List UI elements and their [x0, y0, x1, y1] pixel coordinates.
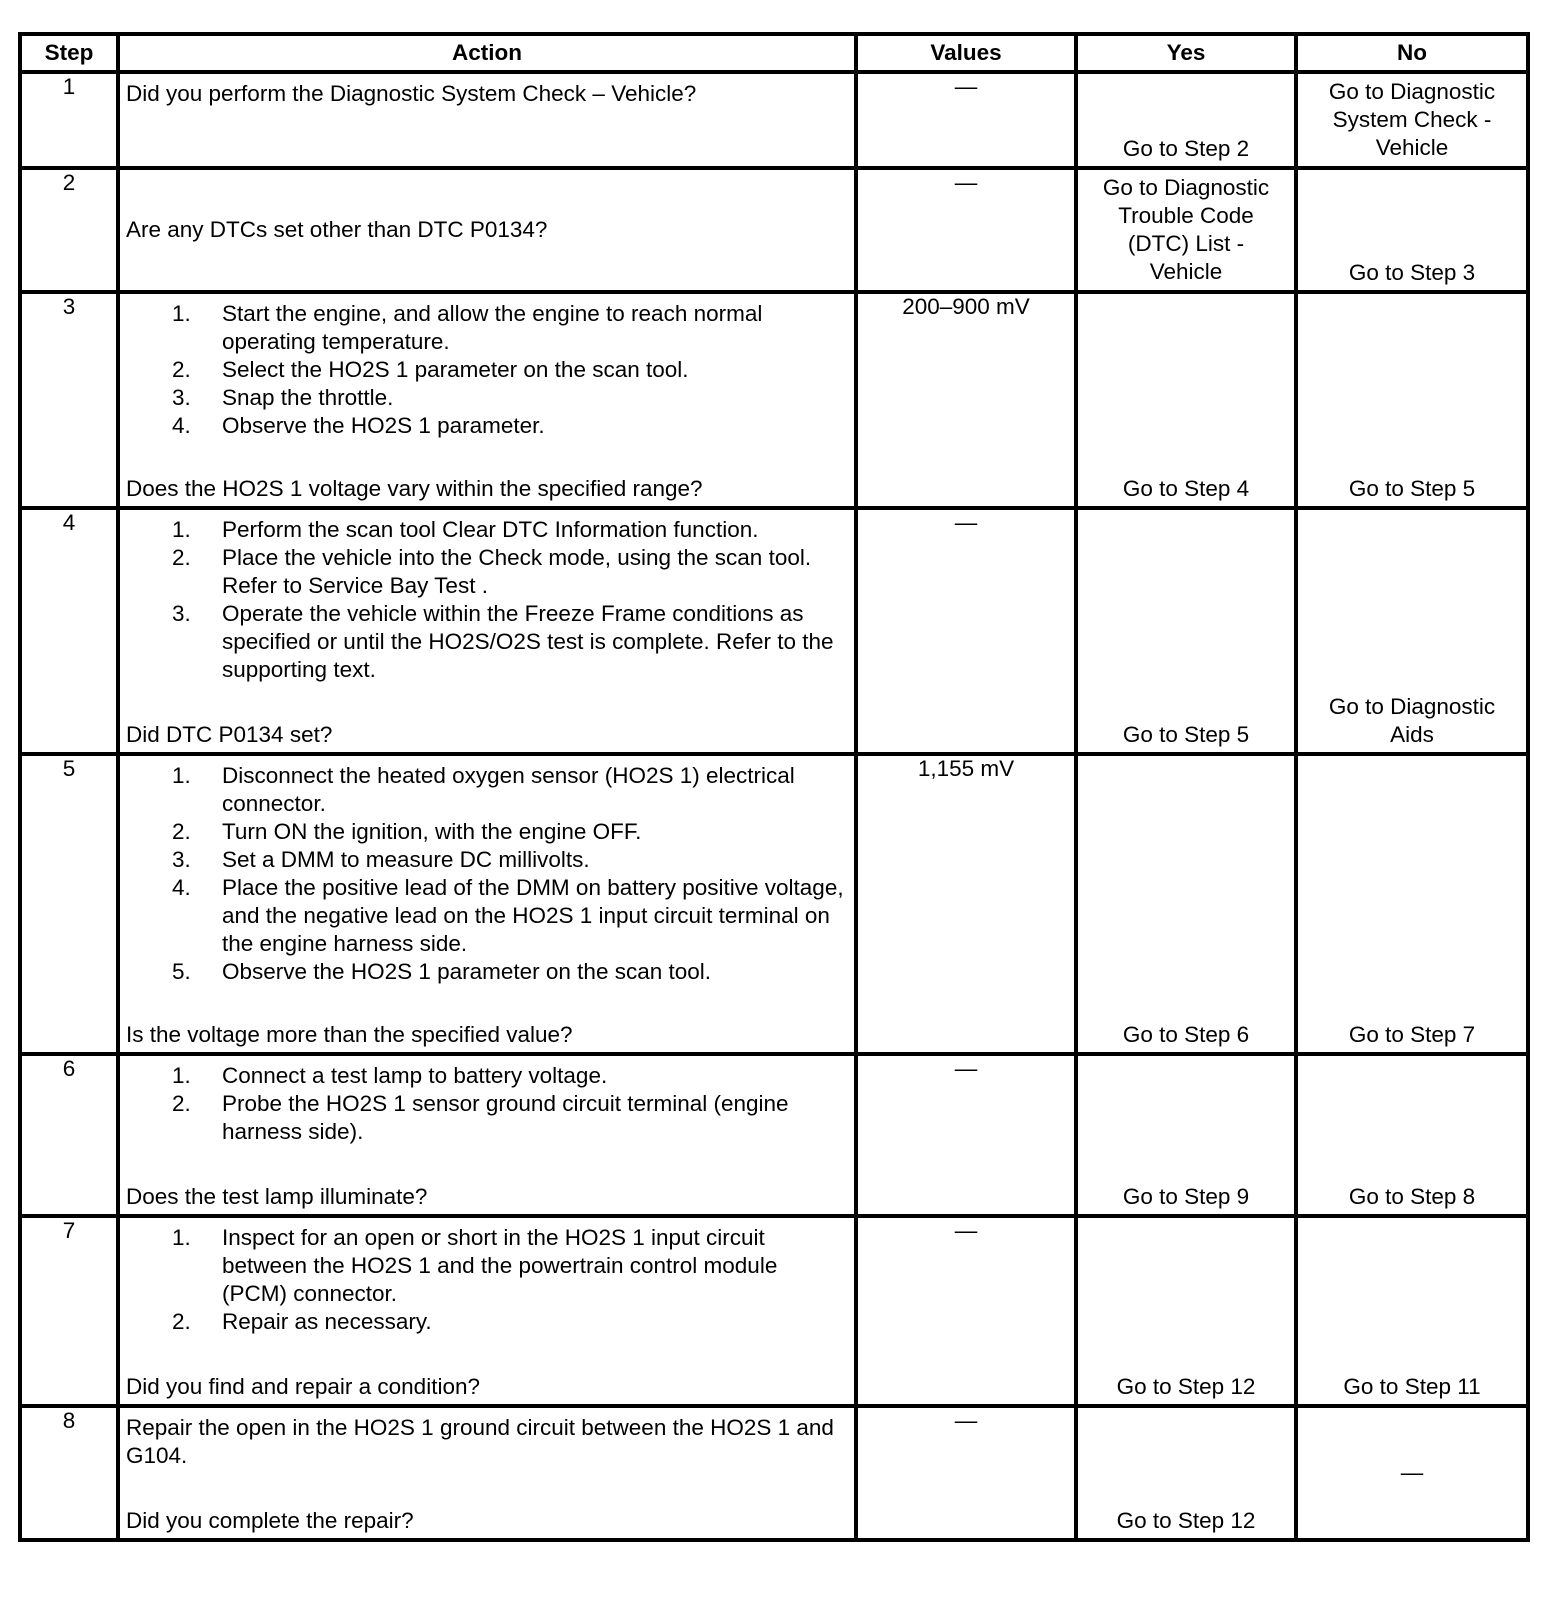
no-link[interactable]: Go to Diagnostic Aids	[1328, 694, 1496, 747]
list-item: 1. Disconnect the heated oxygen sensor (HO2S 1) electrical connector.	[172, 763, 795, 816]
yes-cell	[1076, 72, 1296, 168]
yes-cell	[1076, 168, 1296, 292]
yes-link[interactable]: Go to Step 5	[1122, 722, 1250, 747]
value-cell: 1,155 mV	[856, 754, 1076, 1054]
table-row	[20, 1406, 1528, 1540]
table-row	[20, 292, 1528, 508]
list-item: 2. Repair as necessary.	[172, 1309, 432, 1334]
no-cell	[1296, 508, 1528, 754]
header-yes: Yes	[1076, 34, 1296, 72]
action-cell	[118, 292, 856, 508]
table-row	[20, 1054, 1528, 1216]
step-number: 6	[20, 1054, 118, 1216]
step-number: 4	[20, 508, 118, 754]
table-row	[20, 168, 1528, 292]
list-item: 1. Perform the scan tool Clear DTC Information function.	[172, 517, 759, 542]
yes-link[interactable]: Go to Step 9	[1122, 1184, 1250, 1209]
yes-link[interactable]: Go to Diagnostic Trouble Code (DTC) List - Vehicle	[1102, 175, 1270, 284]
step-number: 3	[20, 292, 118, 508]
header-step: Step	[20, 34, 118, 72]
no-cell	[1296, 1216, 1528, 1406]
no-cell	[1296, 168, 1528, 292]
no-link[interactable]: Go to Diagnostic System Check - Vehicle	[1328, 79, 1496, 160]
yes-link[interactable]: Go to Step 6	[1122, 1022, 1250, 1047]
action-text: Did you perform the Diagnostic System Check – Vehicle?	[126, 81, 697, 106]
list-item: 3. Set a DMM to measure DC millivolts.	[172, 847, 590, 872]
action-question: Did you find and repair a condition?	[126, 1374, 480, 1399]
yes-cell	[1076, 1406, 1296, 1540]
no-cell	[1296, 72, 1528, 168]
action-cell	[118, 1216, 856, 1406]
list-item: 1. Connect a test lamp to battery voltage.	[172, 1063, 608, 1088]
yes-link[interactable]: Go to Step 12	[1116, 1374, 1256, 1399]
no-link[interactable]: Go to Step 5	[1348, 476, 1476, 501]
action-question: Does the test lamp illuminate?	[126, 1184, 428, 1209]
table-row	[20, 508, 1528, 754]
value-cell: —	[856, 508, 1076, 754]
no-value: —	[1400, 1460, 1424, 1485]
step-number: 2	[20, 168, 118, 292]
action-question: Did DTC P0134 set?	[126, 722, 333, 747]
yes-link[interactable]: Go to Step 2	[1122, 136, 1250, 161]
yes-cell	[1076, 754, 1296, 1054]
list-item: 5. Observe the HO2S 1 parameter on the scan tool.	[172, 959, 712, 984]
no-link[interactable]: Go to Step 7	[1348, 1022, 1476, 1047]
action-cell	[118, 72, 856, 168]
action-question: Did you complete the repair?	[126, 1508, 414, 1533]
yes-link[interactable]: Go to Step 4	[1122, 476, 1250, 501]
action-cell	[118, 168, 856, 292]
list-item: 4. Place the positive lead of the DMM on battery positive voltage, and the negative lead on the HO2S 1 input circuit terminal on the engine harness side.	[172, 875, 844, 956]
list-item: 2. Turn ON the ignition, with the engine OFF.	[172, 819, 642, 844]
no-cell	[1296, 1406, 1528, 1540]
action-question: Does the HO2S 1 voltage vary within the specified range?	[126, 476, 703, 501]
no-cell	[1296, 1054, 1528, 1216]
action-cell	[118, 1406, 856, 1540]
header-row	[20, 34, 1528, 72]
procedure-list	[172, 516, 848, 684]
no-link[interactable]: Go to Step 3	[1348, 260, 1476, 285]
list-item: 3. Snap the throttle.	[172, 385, 394, 410]
value-cell: —	[856, 1054, 1076, 1216]
list-item: 1. Start the engine, and allow the engine to reach normal operating temperature.	[172, 301, 763, 354]
action-text: Are any DTCs set other than DTC P0134?	[126, 217, 548, 242]
list-item: 2. Probe the HO2S 1 sensor ground circuit terminal (engine harness side).	[172, 1091, 789, 1144]
action-cell	[118, 754, 856, 1054]
procedure-list	[172, 1062, 848, 1146]
procedure-list	[172, 1224, 848, 1336]
diagnostic-table	[18, 32, 1530, 1542]
value-cell: —	[856, 168, 1076, 292]
yes-cell	[1076, 1054, 1296, 1216]
value-cell: —	[856, 1216, 1076, 1406]
no-link[interactable]: Go to Step 11	[1343, 1374, 1481, 1399]
no-cell	[1296, 292, 1528, 508]
list-item: 1. Inspect for an open or short in the HO2S 1 input circuit between the HO2S 1 and the powertrain control module (PCM) connector.	[172, 1225, 778, 1306]
action-question: Is the voltage more than the specified value?	[126, 1022, 573, 1047]
action-text: Repair the open in the HO2S 1 ground circuit between the HO2S 1 and G104.	[126, 1415, 834, 1468]
header-action: Action	[118, 34, 856, 72]
table-row	[20, 754, 1528, 1054]
table-row	[20, 1216, 1528, 1406]
step-number: 5	[20, 754, 118, 1054]
header-no: No	[1296, 34, 1528, 72]
value-cell: —	[856, 72, 1076, 168]
yes-cell	[1076, 508, 1296, 754]
value-cell: 200–900 mV	[856, 292, 1076, 508]
action-cell	[118, 508, 856, 754]
table-row	[20, 72, 1528, 168]
no-cell	[1296, 754, 1528, 1054]
step-number: 1	[20, 72, 118, 168]
list-item: 4. Observe the HO2S 1 parameter.	[172, 413, 545, 438]
no-link[interactable]: Go to Step 8	[1348, 1184, 1476, 1209]
header-values: Values	[856, 34, 1076, 72]
list-item: 2. Place the vehicle into the Check mode, using the scan tool. Refer to Service Bay Test .	[172, 545, 812, 598]
yes-cell	[1076, 292, 1296, 508]
procedure-list	[172, 300, 848, 440]
action-cell	[118, 1054, 856, 1216]
list-item: 2. Select the HO2S 1 parameter on the scan tool.	[172, 357, 689, 382]
value-cell: —	[856, 1406, 1076, 1540]
yes-cell	[1076, 1216, 1296, 1406]
procedure-list	[172, 762, 848, 986]
step-number: 7	[20, 1216, 118, 1406]
step-number: 8	[20, 1406, 118, 1540]
yes-link[interactable]: Go to Step 12	[1116, 1508, 1256, 1533]
list-item: 3. Operate the vehicle within the Freeze Frame conditions as specified or until the HO2S/O2S test is complete. Refer to the supporting text.	[172, 601, 834, 682]
